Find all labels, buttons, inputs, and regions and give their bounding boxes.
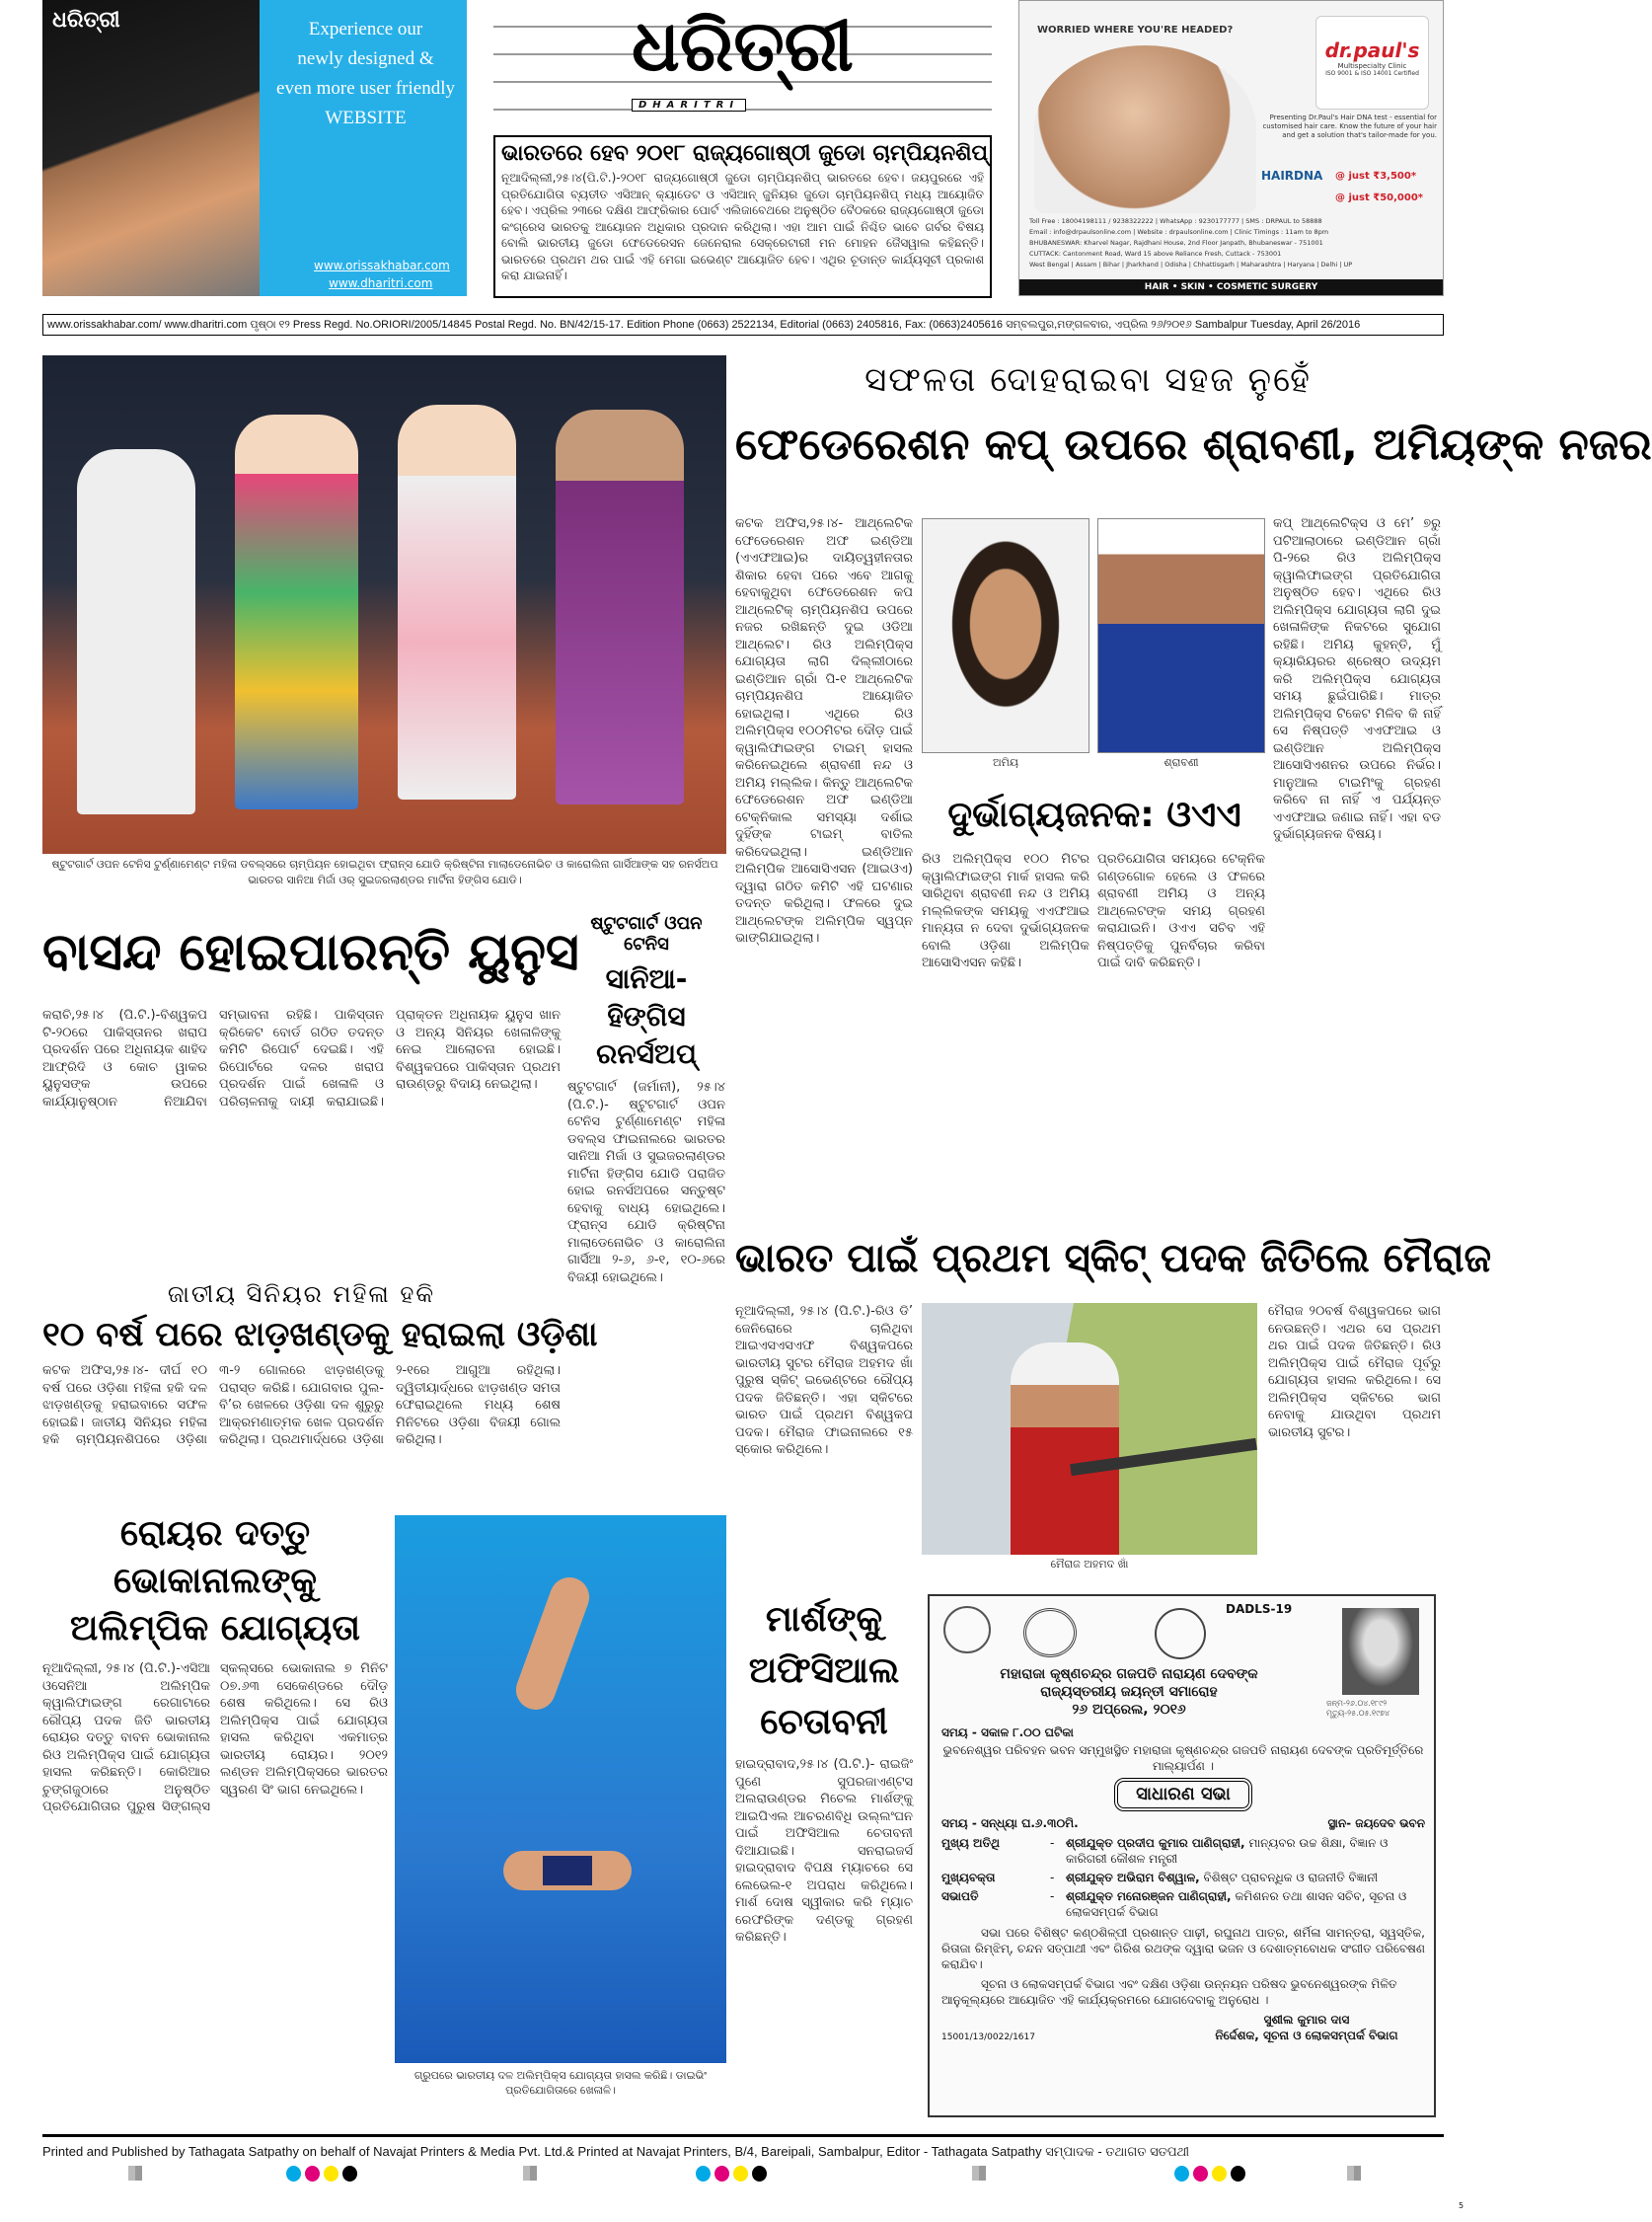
- hockey-body: କଟକ ଅଫିସ,୨୫।୪- ଦୀର୍ଘ ୧୦ ବର୍ଷ ପରେ ଓଡ଼ିଶା ମହିଳା ହକି ଦଳ ଝାଡ଼ଖଣ୍ଡକୁ ହରାଇବାରେ ସଫଳ ହୋଇଛି। ଜାତୀୟ ସିନିୟର ମହିଳା ହକି ଚାମ୍ପିୟନଶିପରେ ଓଡ଼ିଶା ୩-୨ ଗୋଲରେ ଝାଡ଼ଖଣ୍ଡକୁ ପରାସ୍ତ କରିଛି। ଯୋଗବାର ପୁଲ-ବି’ର ଖେଳରେ ଓଡ଼ିଶା ଦଳ ଶୁରୁରୁ ଆକ୍ରମଣାତ୍ମକ ଖେଳ ପ୍ରଦର୍ଶନ କରିଥିଲା। ପ୍ରଥମାର୍ଦ୍ଧରେ ଓଡ଼ିଶା ୨-୧ରେ ଆଗୁଆ ରହିଥିଲା। ଦ୍ୱିତୀୟାର୍ଦ୍ଧରେ ଝାଡ଼ଖଣ୍ଡ ସମତା ଫେରାଇଥିଲେ ମଧ୍ୟ ଶେଷ ମିନିଟରେ ଓଡ଼ିଶା ବିଜୟୀ ଗୋଲ କରିଥିଲା।: [42, 1363, 561, 1447]
- yunus-headline: ବାସନ୍ଦ ହୋଇପାରନ୍ତି ୟୁନୁସ: [42, 923, 579, 982]
- drpauls-contact: Toll Free : 18004198111 / 9238322222 | WhatsApp : 9230177777 | SMS : DRPAUL to 58888: [1029, 217, 1322, 225]
- ad-ref: 15001/13/0022/1617: [941, 2032, 1035, 2042]
- sania-story: [567, 913, 725, 1500]
- drpauls-product: HAIRDNA: [1261, 169, 1323, 183]
- ad-time-evening: ସମୟ - ସନ୍ଧ୍ୟା ଘ.୬.୩୦ମି.: [941, 1816, 1079, 1830]
- masthead-logo: ଧରିତ୍ରୀ: [632, 4, 854, 87]
- role-desc: ବିଶିଷ୍ଟ ପ୍ରାବନ୍ଧିକ ଓ ରାଜନୀତି ବିଜ୍ଞାନୀ: [1203, 1871, 1379, 1884]
- masthead: [493, 0, 992, 123]
- gray-swatch: [972, 2166, 986, 2181]
- athletics-headline: ଫେଡେରେଶନ କପ୍ ଉପରେ ଶ୍ରାବଣୀ, ଅମିୟଙ୍କ ନଜର: [735, 420, 1652, 470]
- meeting-label: ସାଧାରଣ ସଭା: [1114, 1778, 1252, 1811]
- bald-head-image: [1034, 45, 1256, 213]
- website-ad-line: WEBSITE: [325, 108, 407, 128]
- marsh-story: [735, 1594, 913, 2112]
- amiya-caption: ଅମିୟ: [993, 756, 1018, 769]
- cmyk-dot: [733, 2166, 748, 2182]
- cmyk-dot: [1193, 2166, 1208, 2182]
- footer-imprint: Printed and Published by Tathagata Satpathy on behalf of Navajat Printers & Media Pvt. Ltd.& Printed at Navajat Printers, B/4, Bareipali, Sambalpur, Editor - Tathagata Satpathy ସମ୍ପାଦକ - ତଥାଗତ ସତପଥୀ: [42, 2144, 1190, 2159]
- cmyk-dot: [324, 2166, 338, 2182]
- mairaj-body-col2: ମୈରାଜ ୨୦ବର୍ଷ ବିଶ୍ୱକପରେ ଭାଗ ନେଉଛନ୍ତି। ଏଥର ସେ ପ୍ରଥମ ଥର ପାଇଁ ପଦକ ଜିତିଛନ୍ତି। ରିଓ ଅଲିମ୍ପିକ୍ସ ପାଇଁ ମୈରାଜ ପୂର୍ବରୁ ଯୋଗ୍ୟତା ହାସଲ କରିଥିଲେ। ସେ ଅଲିମ୍ପିକ୍ସ ସ୍କିଟରେ ଭାଗ ନେବାକୁ ଯାଉଥିବା ପ୍ରଥମ ଭାରତୀୟ ସୁଟର।: [1268, 1304, 1441, 1440]
- oaa-body-col1: ରିଓ ଅଲିମ୍ପିକ୍ସ ୧୦୦ ମିଟର କ୍ୱାଲିଫାଇଙ୍ଗ ମାର୍କ ହାସଲ କରି ସାରିଥିବା ଶ୍ରାବଣୀ ନନ୍ଦ ଓ ଅମିୟ ମଲ୍ଲିକଙ୍କ ସମୟକୁ ଏଏଫଆଇ ମାନ୍ୟତା ନ ଦେବା ଦୁର୍ଭାଗ୍ୟଜନକ ବୋଲି ଓଡ଼ିଶା ଅଲିମ୍ପିକ ଆସୋସିଏସନ କହିଛି।: [922, 852, 1089, 970]
- gray-swatch: [1347, 2166, 1361, 2181]
- website-ad-url[interactable]: www.dharitri.com: [329, 276, 433, 290]
- cmyk-dot: [1174, 2166, 1189, 2182]
- ad-content: ମହାରାଜା କୃଷ୍ଣଚନ୍ଦ୍ର ଗଜପତି ନାରାୟଣ ଦେବଙ୍କ ରାଜ୍ୟସ୍ତରୀୟ ଜୟନ୍ତୀ ସମାରୋହ ୨୬ ଅପ୍ରେଲ, ୨୦୧୬ ସମୟ - ସକାଳ ୮.୦୦ ଘଟିକା ଭୁବନେଶ୍ୱର ପରିବହନ ଭବନ ସମ୍ମୁଖସ୍ଥିତ ମହାରାଜା କୃଷ୍ଣଚନ୍ଦ୍ର ଗଜପତି ନାରାୟଣ ଦେବଙ୍କ ପ୍ରତିମୂର୍ତ୍ତିରେ ମାଲ୍ୟାର୍ପଣ । ସାଧାରଣ ସଭା ସମୟ - ସନ୍ଧ୍ୟା ଘ.୬.୩୦ମି. ସ୍ଥାନ- ଜୟଦେବ ଭବନ ମୁଖ୍ୟ ଅତିଥି - ଶ୍ରୀଯୁକ୍ତ ପ୍ରଦୀପ କୁମାର ପାଣିଗ୍ରାହୀ, ମାନ୍ୟବର ଉଚ୍ଚ ଶିକ୍ଷା, ବିଜ୍ଞାନ ଓ କାରିଗରୀ କୌଶଳ ମନ୍ତ୍ରୀ ମୁଖ୍ୟବକ୍ତା - ଶ୍ରୀଯୁକ୍ତ ଅଭିରାମ ବିଶ୍ୱାଳ, ବିଶିଷ୍ଟ ପ୍ରାବନ୍ଧିକ ଓ ରାଜନୀତି ବିଜ୍ଞାନୀ ସଭାପତି - ଶ୍ରୀଯୁକ୍ତ ମନୋରଞ୍ଜନ ପାଣିଗ୍ରାହୀ, କମିଶନର ତଥା ଶାସନ ସଚିବ, ସୂଚନା ଓ ଲୋକସମ୍ପର୍କ ବିଭାଗ ସଭା ପରେ ବିଶିଷ୍ଟ କଣ୍ଠଶିଳ୍ପୀ ପ୍ରଶାନ୍ତ ପାଢ଼ୀ, ରଘୁନାଥ ପାତ୍ର, ଶର୍ମିଳା ସାମନ୍ତରା, ସ୍ୱସ୍ତିକ, ରିତାଜା ରିମ୍‌ଝିମ୍, ଚନ୍ଦନ ସତ୍ପାଥୀ ଏବଂ ଗିରିଶ ରଥଙ୍କ ଦ୍ୱାରା ଭଜନ ଓ ଦେଶାତ୍ମବୋଧକ ସଂଗୀତ ପରିବେଷଣ କରାଯିବ। ସୂଚନା ଓ ଲୋକସମ୍ପର୍କ ବିଭାଗ ଏବଂ ଦକ୍ଷିଣ ଓଡ଼ିଶା ଉନ୍ନୟନ ପରିଷଦ ଭୁବନେଶ୍ୱରଙ୍କ ମିଳିତ ଆନୁକୂଲ୍ୟରେ ଆୟୋଜିତ ଏହି କାର୍ଯ୍ୟକ୍ରମରେ ଯୋଗଦେବାକୁ ଅନୁରୋଧ । 15001/13/0022/1617 ସୁଶୀଲ କୁମାର ଦାସ ନିର୍ଦ୍ଦେଶକ, ସୂଚନା ଓ ଲୋକସମ୍ପର୍କ ବିଭାଗ: [941, 1666, 1425, 2042]
- cmyk-dot: [752, 2166, 767, 2182]
- role-desc: କମିଶନର ତଥା ଶାସନ ସଚିବ, ସୂଚନା ଓ ଲୋକସମ୍ପର୍କ ବିଭାଗ: [1066, 1889, 1407, 1919]
- drpauls-logo: [1315, 16, 1429, 110]
- diving-photo-caption: ଗ୍ରୁପରେ ଭାରତୀୟ ଦଳ ଅଲିମ୍ପିକ୍ସ ଯୋଗ୍ୟତା ହାସଲ କରିଛି। ଡାଇଭିଂ ପ୍ରତିଯୋଗିତାରେ ଖେଳାଳି।: [413, 2069, 708, 2097]
- emblem-icon: [943, 1606, 991, 1653]
- role-name: ଶ୍ରୀଯୁକ୍ତ ପ୍ରଦୀପ କୁମାର ପାଣିଗ୍ରାହୀ,: [1066, 1836, 1245, 1850]
- hockey-headline: ୧୦ ବର୍ଷ ପରେ ଝାଡ଼ଖଣ୍ଡକୁ ହରାଇଲା ଓଡ଼ିଶା: [42, 1315, 598, 1354]
- drpauls-ad[interactable]: [1018, 0, 1444, 296]
- athletics-kicker: ସଫଳତା ଦୋହରାଇବା ସହଜ ନୁହେଁ: [864, 360, 1312, 400]
- sania-headline: ସାନିଆ-ହିଙ୍ଗିସ ରନର୍ସଅପ୍: [596, 962, 697, 1070]
- ad-code: DADLS-19: [1226, 1602, 1293, 1616]
- signatory-name: ସୁଶୀଲ କୁମାର ଦାସ: [1263, 2013, 1350, 2027]
- cmyk-dot: [286, 2166, 301, 2182]
- role-desc: ମାନ୍ୟବର ଉଚ୍ଚ ଶିକ୍ଷା, ବିଜ୍ଞାନ ଓ କାରିଗରୀ କୌଶଳ ମନ୍ତ୍ରୀ: [1066, 1836, 1389, 1866]
- srabani-caption: ଶ୍ରାବଣୀ: [1164, 756, 1199, 769]
- tennis-players-photo: [42, 355, 726, 854]
- drpauls-footer: HAIR • SKIN • COSMETIC SURGERY: [1019, 279, 1443, 295]
- ad-music: ସଭା ପରେ ବିଶିଷ୍ଟ କଣ୍ଠଶିଳ୍ପୀ ପ୍ରଶାନ୍ତ ପାଢ଼ୀ, ରଘୁନାଥ ପାତ୍ର, ଶର୍ମିଳା ସାମନ୍ତରା, ସ୍ୱସ୍ତିକ, ରିତାଜା ରିମ୍‌ଝିମ୍, ଚନ୍ଦନ ସତ୍ପାଥୀ ଏବଂ ଗିରିଶ ରଥଙ୍କ ଦ୍ୱାରା ଭଜନ ଓ ଦେଶାତ୍ମବୋଧକ ସଂଗୀତ ପରିବେଷଣ କରାଯିବ।: [941, 1926, 1425, 1971]
- hockey-kicker: ଜାତୀୟ ସିନିୟର ମହିଳା ହକି: [167, 1280, 436, 1308]
- ad-title: ରାଜ୍ୟସ୍ତରୀୟ ଜୟନ୍ତୀ ସମାରୋହ: [1040, 1684, 1218, 1700]
- masthead-sub: DHARITRI: [632, 99, 746, 112]
- signatory-designation: ନିର୍ଦ୍ଦେଶକ, ସୂଚନା ଓ ଲୋକସମ୍ପର୍କ ବିଭାଗ: [1215, 2029, 1398, 2042]
- rowers-headline: ରୋୟର ଦତ୍ତୁ ଭୋକାନାଲଙ୍କୁ ଅଲିମ୍ପିକ ଯୋଗ୍ୟତା: [69, 1513, 361, 1648]
- rowers-body: ନୂଆଦିଲ୍ଲୀ, ୨୫।୪ (ପି.ଟି.)-ଏସିଆ ଓସେନିଆ ଅଲିମ୍ପିକ କ୍ୱାଲିଫାଇଙ୍ଗ ରେଗାଟାରେ ରୌପ୍ୟ ପଦକ ଜିତି ଭାରତୀୟ ରୋୟର ଦତ୍ତୁ ବାବନ ଭୋକାନାଲ ରିଓ ଅଲିମ୍ପିକ୍ସ ପାଇଁ ଯୋଗ୍ୟତା ହାସଲ କରିଛନ୍ତି। କୋରିଆର ଚୁଙ୍ଗଜୁଠାରେ ଅନୁଷ୍ଠିତ ପ୍ରତିଯୋଗିତାର ପୁରୁଷ ସିଙ୍ଗଲ୍ସ ସ୍କଲ୍ସରେ ଭୋକାନାଲ ୭ ମିନିଟ ୦୭.୬୩ ସେକେଣ୍ଡରେ ଦୌଡ଼ ଶେଷ କରିଥିଲେ। ସେ ରିଓ ଅଲିମ୍ପିକ୍ସ ପାଇଁ ଯୋଗ୍ୟତା ହାସଲ କରିଥିବା ଏକମାତ୍ର ଭାରତୀୟ ରୋୟର। ୨୦୧୨ ଲଣ୍ଡନ ଅଲିମ୍ପିକ୍ସରେ ଭାରତର ସ୍ୱରଣ ସିଂ ଭାଗ ନେଇଥିଲେ।: [42, 1661, 388, 1814]
- mairaj-headline: ଭାରତ ପାଇଁ ପ୍ରଥମ ସ୍କିଟ୍ ପଦକ ଜିତିଲେ ମୈରାଜ: [735, 1236, 1492, 1281]
- cmyk-dot: [714, 2166, 729, 2182]
- page-number: 5: [1459, 2201, 1464, 2210]
- dateline-bar: www.orissakhabar.com/ www.dharitri.com ପୃଷ୍ଠା ୧୨ Press Regd. No.ORIORI/2005/14845 Postal Regd. No. BN/42/15-17. Edition Phone (0663) 2522134, Editorial (0663) 2405816, Fax: (0663)2405616 ସମ୍ବଲପୁର,ମଙ୍ଗଳବାର, ଏପ୍ରିଲ ୨୬/୨୦୧୬ Sambalpur Tuesday, April 26/2016: [42, 314, 1444, 336]
- marsh-headline: ମାର୍ଶଙ୍କୁ ଅଫିସିଆଲ ଚେତାବନୀ: [748, 1599, 900, 1742]
- cmyk-dot: [696, 2166, 711, 2182]
- athletics-body-col1: କଟକ ଅଫିସ,୨୫।୪- ଆଥ୍ଲେଟିକ ଫେଡେରେଶନ ଅଫ ଇଣ୍ଡିଆ (ଏଏଫଆଇ)ର ଦାୟିତ୍ୱହୀନତାର ଶିକାର ହେବା ପରେ ଏବେ ଆଗକୁ ହେବାକୁଥିବା ଫେଡେରେଶନ କପ ଆଥ୍ଲେଟିକ୍ ଚାମ୍ପିୟନଶିପ ଉପରେ ନଜର ରଖିଛନ୍ତି ଦୁଇ ଓଡିଆ ଆଥ୍ଲେଟ। ରିଓ ଅଲିମ୍ପିକ୍ସ ଯୋଗ୍ୟତା ଲାଗି ଦିଲ୍ଲୀଠାରେ ଇଣ୍ଡିଆନ ଗ୍ରାଁ ପି-୧ ଆଥ୍ଲେଟିକ ଚାମ୍ପିୟନଶିପ ଆୟୋଜିତ ହୋଇଥିଲା। ଏଥିରେ ରିଓ ଅଲିମ୍ପିକ୍ସ ୧୦୦ମିଟର ଦୌଡ଼ ପାଇଁ କ୍ୱାଲିଫାଇଙ୍ଗ ଟାଇମ୍ ହାସଲ କରିନେଇଥିଲେ ଶ୍ରାବଣୀ ନନ୍ଦ ଓ ଅମିୟ ମଲ୍ଲିକ। କିନ୍ତୁ ଆଥ୍ଲେଟିକ ଫେଡେରେଶନ ଅଫ ଇଣ୍ଡିଆ ଟେକ୍ନିକାଲ ସମସ୍ୟା ଦର୍ଶାଇ ଦୁହିଁଙ୍କ ଟାଇମ୍ ବାତିଲ କରିଦେଇଥିଲା। ଇଣ୍ଡିଆନ ଅଲିମ୍ପିକ ଆସୋସିଏସନ (ଆଇଓଏ) ଦ୍ୱାରା ଗଠିତ କମିଟି ଏହି ଘଟଣାର ତଦନ୍ତ କରିଥିଲା। ଫଳରେ ଦୁଇ ଆଥ୍ଲେଟଙ୍କ ଅଲିମ୍ପିକ ସ୍ୱପ୍ନ ଭାଙ୍ଗିଯାଇଥିଲା।: [735, 516, 913, 946]
- top-news-body: ନୂଆଦିଲ୍ଲୀ,୨୫।୪(ପି.ଟି.)-୨୦୧୮ ରାଜ୍ୟଗୋଷ୍ଠୀ ଜୁଡୋ ଚାମ୍ପିୟନଶିପ୍ ଭାରତରେ ହେବ। ଜୟପୁରରେ ଏହି ପ୍ରତିଯୋଗିତା ବ୍ୟତୀତ ଏସିଆନ୍ କ୍ୟାଡେଟ ଓ ଏସିଆନ୍ ଜୁନିୟର ଜୁଡୋ ଚାମ୍ପିୟନଶିପ୍ ମଧ୍ୟ ଆୟୋଜିତ ହେବ। ଏପ୍ରିଲ ୨୩ରେ ଦକ୍ଷିଣ ଆଫ୍ରିକାର ପୋର୍ଟ ଏଲିଜାବେଥରେ ଅନୁଷ୍ଠିତ ବୈଠକରେ ରାଜ୍ୟଗୋଷ୍ଠୀ ଜୁଡୋ କଂଗ୍ରେସ ଭାରତକୁ ଆୟୋଜନ ଅଧିକାର ପ୍ରଦାନ କରିଥିଲା। ଏହା ଆମ ପାଇଁ ନିଶ୍ଚିତ ଭାବେ ଗର୍ବର ବିଷୟ ବୋଲି ଭାରତୀୟ ଜୁଡୋ ଫେଡେରେସନ ଜେନେରାଲ ସେକ୍ରେଟାରୀ ମନ ମୋହନ ଜୈସୱାଲ କହିଛନ୍ତି। ଭାରତରେ ପ୍ରଥମ ଥର ପାଇଁ ଏହି ମେଗା ଇଭେଣ୍ଟ ଆୟୋଜିତ ହେବ। ଏଥିର ଚୂଡାନ୍ତ କାର୍ଯ୍ୟସୂଚୀ ପ୍ରକାଶ କରା ଯାଇନାହିଁ।: [501, 171, 984, 282]
- tennis-photo-caption: ଷ୍ଟୁଟଗାର୍ଟ ଓପନ ଟେନିସ ଟୁର୍ଣ୍ଣାମେଣ୍ଟ ମହିଳା ଡବଲ୍ସରେ ଚାମ୍ପିୟନ ହୋଇଥିବା ଫ୍ରାନ୍ସ ଯୋଡି କ୍ରିଷ୍ଟିନା ମାଲାଡେନୋଭିଚ ଓ କାରୋଲିନା ଗାର୍ସିଆଙ୍କ ସହ ରନର୍ସଅପ ଭାରତର ସାନିଆ ମିର୍ଜା ଓର୍ ସୁଇଜରଲାଣ୍ଡର ମାର୍ଟିନା ହିଙ୍ଗିସ ଯୋଡି।: [51, 858, 718, 886]
- website-ad-line: even more user friendly: [276, 78, 455, 99]
- oaa-body-col2: ପ୍ରତିଯୋଗିତା ସମୟରେ ଟେକ୍ନିକ ଗଣ୍ଡଗୋଳ ହେଲେ ଓ ଫଳରେ ଶ୍ରାବଣୀ ଅମିୟ ଓ ଅନ୍ୟ ଆଥ୍ଲେଟଙ୍କ ସମୟ ଗ୍ରହଣ କରାଯାଇନି। ଓଏଏ ସଚିବ ଏହି ନିଷ୍ପତ୍ତିକୁ ପୁନର୍ବିଚାର କରିବା ପାଇଁ ଦାବି କରିଛନ୍ତି।: [1097, 852, 1265, 970]
- emblem-icon: [1023, 1608, 1077, 1657]
- drpauls-desc: Presenting Dr.Paul's Hair DNA test - essential for customised hair care. Know the future of your hair and get a solution that's tailor-made for you.: [1262, 114, 1437, 139]
- role-name: ଶ୍ରୀଯୁକ୍ତ ଅଭିରାମ ବିଶ୍ୱାଳ,: [1066, 1871, 1200, 1884]
- portrait-caption: ମୃତ୍ୟୁ-୨୫.୦୫.୧୯୭୪: [1326, 1709, 1390, 1718]
- cmyk-dot: [305, 2166, 320, 2182]
- drpauls-states: West Bengal | Assam | Bihar | Jharkhand | Odisha | Chhattisgarh | Maharashtra | Haryana | Delhi | UP: [1029, 261, 1353, 268]
- gray-swatch: [128, 2166, 142, 2181]
- drpauls-address: BHUBANESWAR: Kharvel Nagar, Rajdhani House, 2nd Floor Janpath, Bhubaneswar - 751001: [1029, 239, 1323, 247]
- website-ad-line: newly designed &: [297, 48, 434, 69]
- ad-date: ୨୬ ଅପ୍ରେଲ, ୨୦୧୬: [1072, 1702, 1186, 1718]
- mairaj-photo: [922, 1303, 1257, 1555]
- cmyk-dot: [342, 2166, 357, 2182]
- drpauls-price: @ just ₹3,500*: [1335, 171, 1417, 182]
- diving-photo: [395, 1515, 726, 2063]
- jayanti-ad: [928, 1594, 1436, 2117]
- oaa-headline: ଦୁର୍ଭାଗ୍ୟଜନକ: ଓଏଏ: [947, 795, 1241, 835]
- ad-title: ମହାରାଜା କୃଷ୍ଣଚନ୍ଦ୍ର ଗଜପତି ନାରାୟଣ ଦେବଙ୍କ: [1000, 1666, 1258, 1682]
- website-ad-line: Experience our: [308, 19, 423, 39]
- marsh-body: ହାଇଦ୍ରାବାଦ,୨୫।୪ (ପି.ଟି.)- ରାଇଜିଂ ପୁଣେ ସୁପରଜାଏଣ୍ଟସ ଅଲରାଉଣ୍ଡର ମିଚେଲ ମାର୍ଶଙ୍କୁ ଆଇପିଏଲ ଆଚରଣବିଧି ଉଲ୍ଲଂଘନ ପାଇଁ ଅଫିସିଆଲ ଚେତାବନୀ ଦିଆଯାଇଛି। ସନରାଇଜର୍ସ ହାଇଦ୍ରାବାଦ ବିପକ୍ଷ ମ୍ୟାଚରେ ସେ ଲେଭେଲ-୧ ଅପରାଧ କରିଥିଲେ। ମାର୍ଶ ଦୋଷ ସ୍ୱୀକାର କରି ମ୍ୟାଚ ରେଫରିଙ୍କ ଦଣ୍ଡକୁ ଗ୍ରହଣ କରିଛନ୍ତି।: [735, 1757, 913, 1945]
- footer-rule: [42, 2134, 1444, 2137]
- drpauls-price: @ just ₹50,000*: [1335, 192, 1424, 203]
- role-label: ମୁଖ୍ୟ ଅତିଥି: [941, 1836, 1001, 1850]
- role-label: ସଭାପତି: [941, 1889, 979, 1903]
- top-news-box: [493, 135, 992, 298]
- website-ad-logo: ଧରିତ୍ରୀ: [52, 8, 120, 33]
- ad-appeal: ସୂଚନା ଓ ଲୋକସମ୍ପର୍କ ବିଭାଗ ଏବଂ ଦକ୍ଷିଣ ଓଡ଼ିଶା ଉନ୍ନୟନ ପରିଷଦ ଭୁବନେଶ୍ୱରଙ୍କ ମିଳିତ ଆନୁକୂଲ୍ୟରେ ଆୟୋଜିତ ଏହି କାର୍ଯ୍ୟକ୍ରମରେ ଯୋଗଦେବାକୁ ଅନୁରୋଧ ।: [941, 1977, 1397, 2007]
- baby-laptop-image: [42, 0, 260, 296]
- amiya-photo: [922, 518, 1089, 753]
- top-news-headline: ଭାରତରେ ହେବ ୨୦୧୮ ରାଜ୍ୟଗୋଷ୍ଠୀ ଜୁଡୋ ଚାମ୍ପିୟନଶିପ୍: [501, 141, 988, 166]
- odisha-emblem-icon: [1155, 1608, 1206, 1659]
- role-label: ମୁଖ୍ୟବକ୍ତା: [941, 1871, 996, 1884]
- drpauls-sub: Multispecialty Clinic: [1337, 62, 1407, 70]
- sania-kicker: ଷ୍ଟୁଟଗାର୍ଟ ଓପନ ଟେନିସ: [590, 913, 703, 955]
- ad-venue: ସ୍ଥାନ- ଜୟଦେବ ଭବନ: [1327, 1816, 1425, 1830]
- role-name: ଶ୍ରୀଯୁକ୍ତ ମନୋରଞ୍ଜନ ପାଣିଗ୍ରାହୀ,: [1066, 1889, 1232, 1903]
- portrait-caption: ଜନ୍ମ-୨୬.୦୪.୧୮୯୨: [1326, 1699, 1388, 1708]
- gray-swatch: [523, 2166, 537, 2181]
- drpauls-brand: dr.paul's: [1324, 38, 1420, 62]
- website-ad-url[interactable]: www.orissakhabar.com: [314, 259, 450, 272]
- srabani-photo: [1097, 518, 1265, 753]
- mairaj-body-col1: ନୂଆଦିଲ୍ଲୀ, ୨୫।୪ (ପି.ଟି.)-ରିଓ ଡି’ ଜେନିରୋରେ ଚାଲିଥିବା ଆଇଏସଏସଏଫ ବିଶ୍ୱକପରେ ଭାରତୀୟ ସୁଟର ମୈରାଜ ଅହମଦ ଖାଁ ପୁରୁଷ ସ୍କିଟ୍ ଇଭେଣ୍ଟରେ ରୌପ୍ୟ ପଦକ ଜିତିଛନ୍ତି। ଏହା ସ୍କିଟରେ ଭାରତ ପାଇଁ ପ୍ରଥମ ବିଶ୍ୱକପ ପଦକ। ମୈରାଜ ଫାଇନାଲରେ ୧୫ ସ୍କୋର କରିଥିଲେ।: [735, 1304, 913, 1457]
- cmyk-dot: [1212, 2166, 1227, 2182]
- rowers-story: [42, 1510, 388, 2112]
- drpauls-address: CUTTACK: Cantonment Road, Ward 15 above Reliance Fresh, Cuttack - 753001: [1029, 250, 1282, 258]
- drpauls-web: Email : info@drpaulsonline.com | Website : drpaulsonline.com | Clinic Timings : 11am to 8pm: [1029, 228, 1329, 236]
- yunus-body: କରାଚି,୨୫।୪ (ପି.ଟି.)-ବିଶ୍ୱକପ ଟି-୨୦ରେ ପାକିସ୍ତାନର ଖରାପ ପ୍ରଦର୍ଶନ ପରେ ଅଧିନାୟକ ଶାହିଦ ଆଫ୍ରିଦି ଓ କୋଚ ୱାକର ୟୁନୁସଙ୍କ ଉପରେ କାର୍ଯ୍ୟାନୁଷ୍ଠାନ ନିଆଯିବା ସମ୍ଭାବନା ରହିଛି। ପାକିସ୍ତାନ କ୍ରିକେଟ ବୋର୍ଡ ଗଠିତ ତଦନ୍ତ କମିଟି ରିପୋର୍ଟ ଦେଇଛି। ଏହି ରିପୋର୍ଟରେ ଦଳର ଖରାପ ପ୍ରଦର୍ଶନ ପାଇଁ ଖେଳାଳି ଓ ପରିଚାଳନାକୁ ଦାୟୀ କରାଯାଇଛି। ପ୍ରାକ୍ତନ ଅଧିନାୟକ ୟୁନୁସ ଖାନ ଓ ଅନ୍ୟ ସିନିୟର ଖେଳାଳିଙ୍କୁ ନେଇ ଆଲୋଚନା ହୋଇଛି। ବିଶ୍ୱକପରେ ପାକିସ୍ତାନ ପ୍ରଥମ ରାଉଣ୍ଡରୁ ବିଦାୟ ନେଇଥିଲା।: [42, 1008, 561, 1110]
- cmyk-dot: [1231, 2166, 1245, 2182]
- sania-body: ଷ୍ଟୁଟଗାର୍ଟ (ଜର୍ମାନୀ), ୨୫।୪ (ପି.ଟି.)- ଷ୍ଟୁଟଗାର୍ଟ ଓପନ ଟେନିସ ଟୁର୍ଣ୍ଣାମେଣ୍ଟ ମହିଳା ଡବଲ୍ସ ଫାଇନାଲରେ ଭାରତର ସାନିଆ ମିର୍ଜା ଓ ସୁଇଜରଲାଣ୍ଡର ମାର୍ଟିନା ହିଙ୍ଗିସ ଯୋଡି ପରାଜିତ ହୋଇ ରନର୍ସଅପରେ ସନ୍ତୁଷ୍ଟ ହେବାକୁ ବାଧ୍ୟ ହୋଇଥିଲେ। ଫ୍ରାନ୍ସ ଯୋଡି କ୍ରିଷ୍ଟିନା ମାଲାଡେନୋଭିଚ ଓ କାରୋଲିନା ଗାର୍ସିଆ ୨-୬, ୬-୧, ୧୦-୬ରେ ବିଜୟୀ ହୋଇଥିଲେ।: [567, 1080, 725, 1285]
- drpauls-tagline: WORRIED WHERE YOU'RE HEADED?: [1037, 25, 1234, 36]
- ad-time-morning: ସମୟ - ସକାଳ ୮.୦୦ ଘଟିକା: [941, 1725, 1074, 1739]
- mairaj-photo-caption: ମୈରାଜ ଅହମଦ ଖାଁ: [1050, 1558, 1129, 1571]
- drpauls-cert: ISO 9001 & ISO 14001 Certified: [1325, 70, 1419, 77]
- ad-program: ଭୁବନେଶ୍ୱର ପରିବହନ ଭବନ ସମ୍ମୁଖସ୍ଥିତ ମହାରାଜା କୃଷ୍ଣଚନ୍ଦ୍ର ଗଜପତି ନାରାୟଣ ଦେବଙ୍କ ପ୍ରତିମୂର୍ତ୍ତିରେ ମାଲ୍ୟାର୍ପଣ ।: [942, 1743, 1424, 1773]
- website-ad[interactable]: [42, 0, 467, 296]
- athletics-body-col2: କପ୍ ଆଥ୍ଲେଟିକ୍ସ ଓ ମେ’ ୭ରୁ ପଟିଆଲାଠାରେ ଇଣ୍ଡିଆନ ଗ୍ରାଁ ପି-୨ରେ ରିଓ ଅଲିମ୍ପିକ୍ସ କ୍ୱାଲିଫାଇଙ୍ଗ ପ୍ରତିଯୋଗିତା ଅନୁଷ୍ଠିତ ହେବ। ଏଥିରେ ରିଓ ଅଲିମ୍ପିକ୍ସ ଯୋଗ୍ୟତା ଲାଗି ଦୁଇ ଖେଳାଳିଙ୍କ ନିକଟରେ ସୁଯୋଗ ରହିଛି। ଅମିୟ କୁହନ୍ତି, ମୁଁ କ୍ୟାରିୟରର ଶ୍ରେଷ୍ଠ ଉଦ୍ୟମ କରି ଅଲିମ୍ପିକ୍ସ ଯୋଗ୍ୟତା ସମୟ ଛୁଇଁପାରିଛି। ମାତ୍ର ଅଲିମ୍ପିକ୍ସ ଟିକେଟ ମିଳିବ କି ନାହିଁ ସେ ନିଷ୍ପତ୍ତି ଏଏଫଆଇ ଓ ଇଣ୍ଡିଆନ ଅଲିମ୍ପିକ୍ସ ଆସୋସିଏଶନର ଉପରେ ନିର୍ଭର। ମାନୁଆଲ ଟାଇମିଂକୁ ଗ୍ରହଣ କରିବେ ନା ନାହିଁ ଏ ପର୍ଯ୍ୟନ୍ତ ଏଏଫଆଇ ଜଣାଇ ନାହିଁ। ଏହା ବଡ ଦୁର୍ଭାଗ୍ୟଜନକ ବିଷୟ।: [1273, 516, 1441, 842]
